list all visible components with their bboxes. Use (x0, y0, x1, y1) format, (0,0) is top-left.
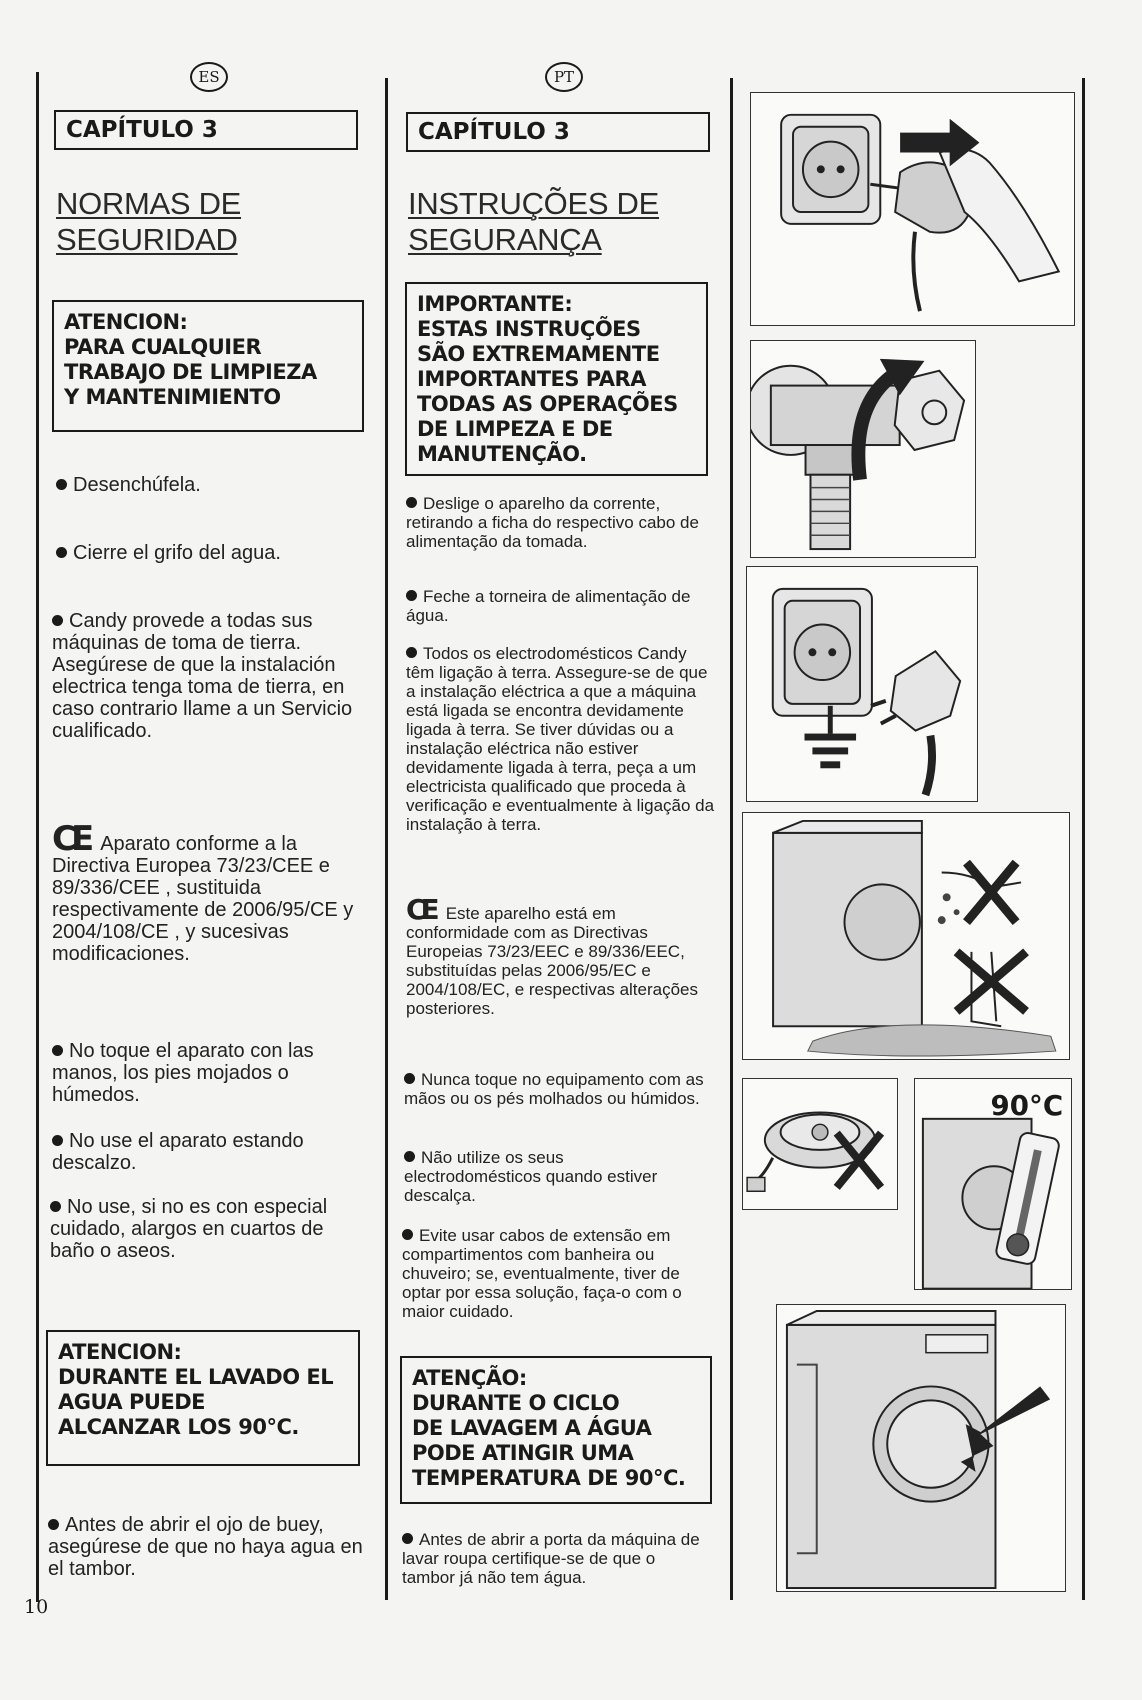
pt-warning1-line: SÃO EXTREMAMENTE (417, 342, 660, 366)
pt-section-heading (408, 186, 659, 258)
es-item-earth (52, 610, 362, 742)
es-warning1-line: PARA CUALQUIER (64, 335, 262, 359)
es-item-text: Cierre el grifo del agua. (73, 542, 281, 564)
es-item-wet-hands (52, 1040, 364, 1106)
no-extension-cord-icon (742, 1078, 898, 1210)
bullet-icon (404, 1073, 415, 1084)
pt-warning2-line: PODE ATINGIR UMA (412, 1441, 634, 1465)
pt-chapter-title: CAPÍTULO 3 (406, 112, 710, 152)
pt-warning1-line: MANUTENÇÃO. (417, 442, 587, 466)
pt-item-earth (406, 644, 718, 834)
right-margin-rule (1082, 78, 1085, 1600)
pt-warning1-line: IMPORTANTES PARA (417, 367, 646, 391)
pt-heading-line-2: SEGURANÇA (408, 222, 602, 257)
temperature-label: 90°C (990, 1088, 1064, 1122)
pt-item-text: Nunca toque no equipamento com as mãos ou os pés molhados ou húmidos. (404, 1070, 704, 1108)
es-warning1-line: ATENCION: (64, 310, 188, 334)
bullet-icon (48, 1519, 59, 1530)
es-heading-line-1: NORMAS DE (56, 186, 242, 221)
pt-item-wet-hands (404, 1070, 718, 1108)
es-item-text: Desenchúfela. (73, 474, 201, 496)
es-warning1-line: TRABAJO DE LIMPIEZA (64, 360, 317, 384)
pt-item-text: Deslige o aparelho da corrente, retirando a ficha do respectivo cabo de alimentação da tomada. (406, 494, 699, 551)
es-warning2-line: AGUA PUEDE (58, 1390, 206, 1414)
es-item-text: Asegúrese de que la instalación electrica tenga toma de tierra, en caso contrario llame a un Servicio cualificado. (52, 654, 353, 742)
no-wet-hands-feet-icon (742, 812, 1070, 1060)
pt-warning2-line: ATENÇÃO: (412, 1366, 527, 1390)
water-tap-icon (750, 340, 976, 558)
bullet-icon (406, 647, 417, 658)
ce-mark-icon: CE (406, 893, 434, 926)
es-item-text: No toque el aparato con las manos, los pies mojados o húmedos. (52, 1040, 314, 1106)
earth-ground-icon (746, 566, 978, 802)
bullet-icon (50, 1201, 61, 1212)
hot-water-90-icon (914, 1078, 1072, 1290)
pt-warning2-line: DE LAVAGEM A ÁGUA (412, 1416, 652, 1440)
pt-warning1-line: TODAS AS OPERAÇÕES (417, 392, 678, 416)
es-warning2-line: ATENCION: (58, 1340, 182, 1364)
door-drum-icon (776, 1304, 1066, 1592)
pt-item-drum (402, 1530, 708, 1587)
bullet-icon (404, 1151, 415, 1162)
pt-item-text: Não utilize os seus electrodomésticos quando estiver descalça. (404, 1148, 658, 1205)
pt-item-tap (406, 587, 706, 625)
bullet-icon (52, 1045, 63, 1056)
pt-warning2-line: TEMPERATURA DE 90°C. (412, 1466, 686, 1490)
pt-language-badge: PT (545, 62, 583, 92)
es-language-badge: ES (190, 62, 228, 92)
es-item-tap (56, 542, 356, 564)
bullet-icon (52, 1135, 63, 1146)
es-item-text: Candy provede a todas sus máquinas de toma de tierra. (52, 610, 313, 654)
pt-cleaning-warning-box (405, 282, 708, 476)
bullet-icon (56, 547, 67, 558)
pt-item-text: Evite usar cabos de extensão em compartimentos com banheira ou chuveiro; se, eventualmente, tiver de optar por essa solução, faça-o com o maior cuidado. (402, 1226, 682, 1321)
pt-item-text: Este aparelho está em conformidade com as Directivas Europeias 73/23/EEC e 89/336/EEC, substituídas pelas 2006/95/EC e 2004/108/EC, e respectivas alterações posteriores. (406, 904, 699, 1018)
column-divider-1 (385, 78, 388, 1600)
es-section-heading (56, 186, 241, 258)
bullet-icon (406, 590, 417, 601)
unplug-icon (750, 92, 1075, 326)
es-heading-line-2: SEGURIDAD (56, 222, 238, 257)
pt-item-barefoot (404, 1148, 704, 1205)
bullet-icon (402, 1533, 413, 1544)
es-warning2-line: ALCANZAR LOS 90°C. (58, 1415, 299, 1439)
bullet-icon (56, 479, 67, 490)
es-item-extension (50, 1196, 364, 1262)
es-item-text: No use, si no es con especial cuidado, alargos en cuartos de baño o aseos. (50, 1196, 328, 1262)
es-item-text: Antes de abrir el ojo de buey, asegúrese de que no haya agua en el tambor. (48, 1514, 363, 1580)
es-warning1-line: Y MANTENIMIENTO (64, 385, 281, 409)
es-item-text: Aparato conforme a la Directiva Europea 73/23/CEE e 89/336/CEE , sustituida respectivamente de 2006/95/CE y 2004/108/CE , y sucesivas modificaciones. (52, 833, 354, 965)
pt-warning1-line: DE LIMPEZA E DE (417, 417, 613, 441)
es-item-text: No use el aparato estando descalzo. (52, 1130, 304, 1174)
pt-item-unplug (406, 494, 706, 551)
es-hot-water-warning-box (46, 1330, 360, 1466)
pt-hot-water-warning-box (400, 1356, 712, 1504)
page-number: 10 (24, 1596, 49, 1618)
pt-warning2-line: DURANTE O CICLO (412, 1391, 620, 1415)
es-chapter-title: CAPÍTULO 3 (54, 110, 358, 150)
es-item-barefoot (52, 1130, 364, 1174)
es-cleaning-warning-box (52, 300, 364, 432)
pt-warning1-line: ESTAS INSTRUÇÕES (417, 317, 641, 341)
pt-item-text: Todos os electrodomésticos Candy têm ligação à terra. Assegure-se de que a instalação eléctrica a que a máquina está ligada se encontra devidamente ligada à terra. Se tiver dúvidas ou a instalação eléctrica não estiver devidamente ligada à terra, peça a um electricista qualificado que proceda à verificação e eventualmente à ligação da instalação à terra. (406, 644, 715, 834)
es-item-unplug (56, 474, 356, 496)
bullet-icon (406, 497, 417, 508)
pt-heading-line-1: INSTRUÇÕES DE (408, 186, 660, 221)
pt-item-text: Feche a torneira de alimentação de água. (406, 587, 691, 625)
bullet-icon (402, 1229, 413, 1240)
ce-mark-icon: CE (52, 819, 89, 859)
left-margin-rule (36, 72, 39, 1602)
pt-item-ce (406, 893, 718, 1018)
pt-warning1-line: IMPORTANTE: (417, 292, 573, 316)
es-item-ce (52, 819, 364, 965)
column-divider-2 (730, 78, 733, 1600)
pt-item-extension (402, 1226, 708, 1321)
pt-item-text: Antes de abrir a porta da máquina de lavar roupa certifique-se de que o tambor já não tem água. (402, 1530, 700, 1587)
es-item-drum (48, 1514, 364, 1580)
es-warning2-line: DURANTE EL LAVADO EL (58, 1365, 334, 1389)
bullet-icon (52, 615, 63, 626)
